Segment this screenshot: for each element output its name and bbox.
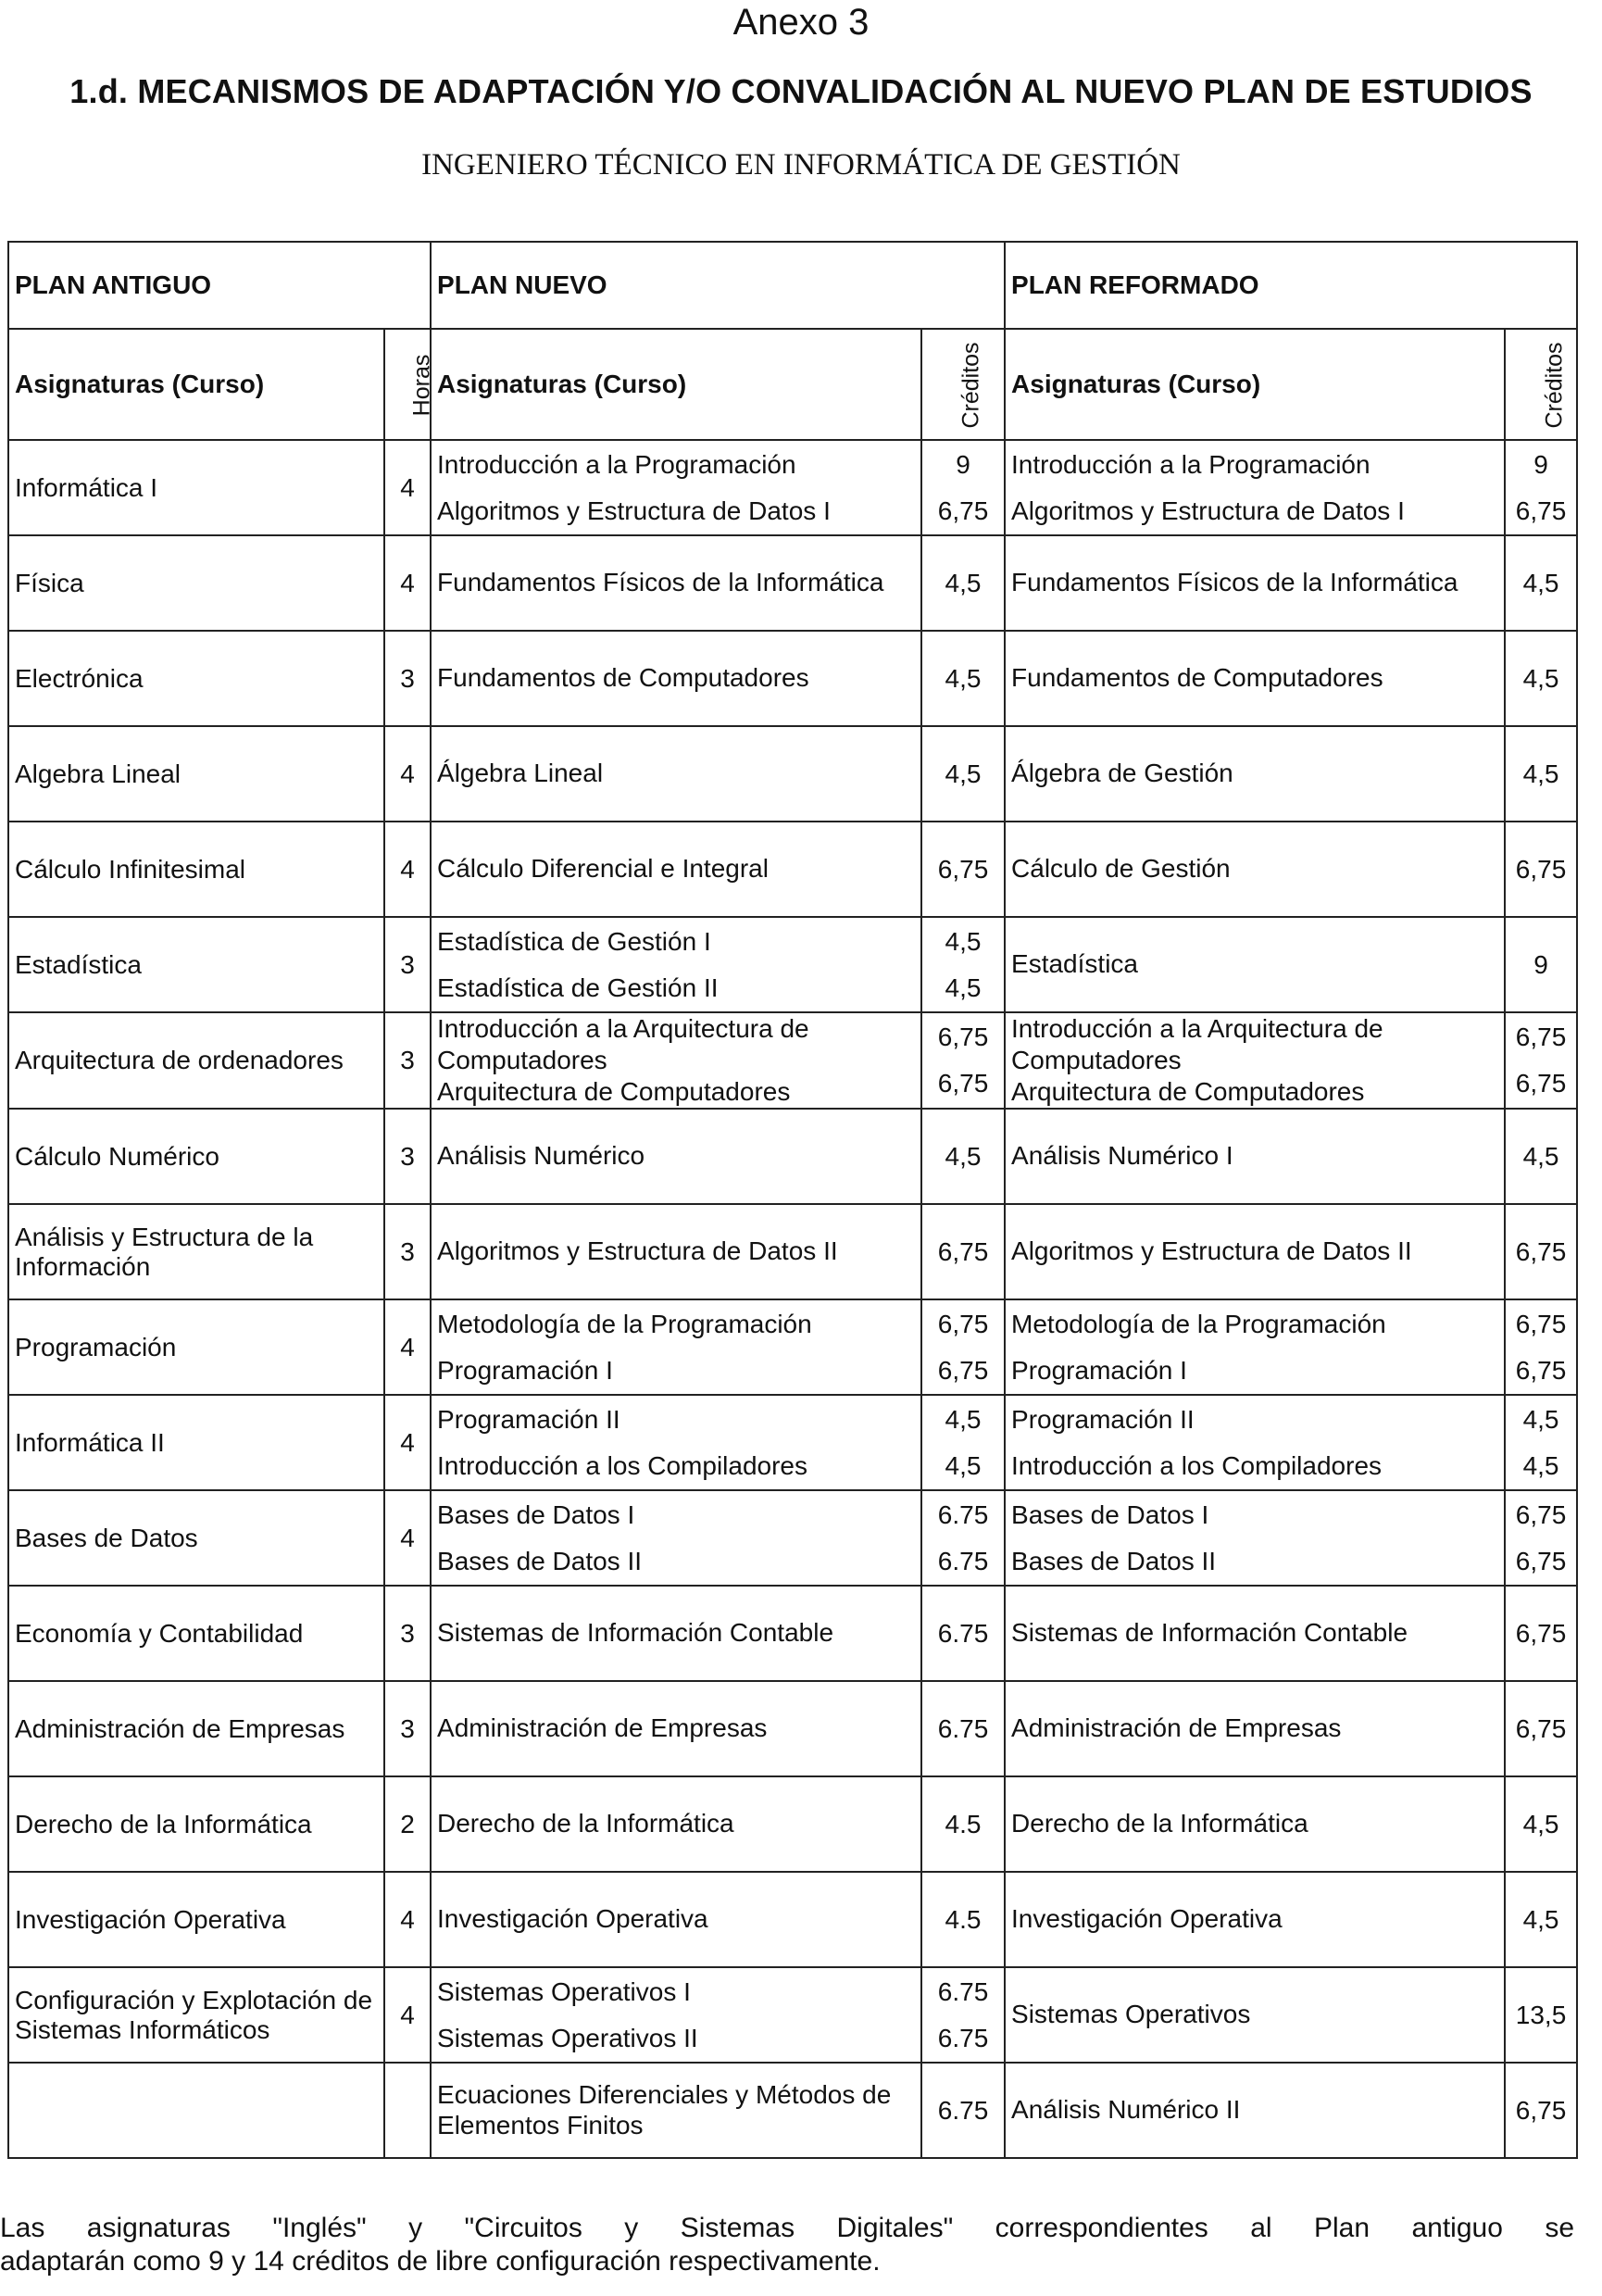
credit-value: 4,5 — [1522, 568, 1559, 597]
credit-value: 4,5 — [945, 663, 982, 693]
ref-subject-cell — [1005, 1586, 1505, 1681]
old-hours-cell: 3 — [384, 1204, 431, 1299]
ref-subject-cell — [1005, 917, 1505, 1012]
table-row — [8, 631, 1577, 726]
old-subject-cell: Derecho de la Informática — [8, 1776, 384, 1872]
ref-subject-cell — [1005, 631, 1505, 726]
ref-credits-cell — [1505, 1776, 1577, 1872]
ref-subject-line: Arquitectura de Computadores — [1011, 1077, 1365, 1106]
new-subject-line: Programación I — [437, 1355, 613, 1385]
credit-value: 6,75 — [1515, 1618, 1567, 1648]
new-subject-cell — [431, 631, 921, 726]
ref-subject-cell — [1005, 726, 1505, 822]
new-subject-cell — [431, 1395, 921, 1490]
new-subjects-header: Asignaturas (Curso) — [431, 329, 921, 440]
footnote-line-2: adaptarán como 9 y 14 créditos de libre configuración respectivamente. — [0, 2246, 881, 2277]
old-subjects-header: Asignaturas (Curso) — [8, 329, 384, 440]
new-credits-cell — [921, 1776, 1005, 1872]
credit-value: 9 — [956, 449, 970, 479]
old-subject-cell: Informática II — [8, 1395, 384, 1490]
new-subject-line: Ecuaciones Diferenciales y Métodos de Elementos Finitos — [437, 2080, 892, 2139]
new-subject-line: Fundamentos de Computadores — [437, 663, 809, 693]
credit-value: 4,5 — [1522, 663, 1559, 693]
table-row — [8, 1109, 1577, 1204]
table-row — [8, 1872, 1577, 1967]
credit-value: 6,75 — [937, 1355, 989, 1385]
new-credits-cell — [921, 1109, 1005, 1204]
new-subject-line: Algoritmos y Estructura de Datos I — [437, 496, 831, 525]
table-row — [8, 726, 1577, 822]
credit-value: 6,75 — [1515, 1023, 1567, 1051]
credit-value: 4,5 — [945, 972, 982, 1002]
credit-value: 4,5 — [945, 926, 982, 956]
degree-subtitle: INGENIERO TÉCNICO EN INFORMÁTICA DE GESTIÓN — [421, 148, 1181, 182]
ref-credits-cell — [1505, 2063, 1577, 2158]
old-hours-cell: 3 — [384, 1109, 431, 1204]
table-row — [8, 822, 1577, 917]
ref-subject-cell — [1005, 1204, 1505, 1299]
ref-subject-line: Estadística — [1011, 949, 1138, 979]
ref-subject-line: Análisis Numérico II — [1011, 2095, 1241, 2125]
old-hours-cell: 4 — [384, 726, 431, 822]
credit-value: 6,75 — [937, 496, 989, 525]
footnote — [0, 2212, 1574, 2278]
old-hours-cell: 3 — [384, 1012, 431, 1109]
new-credits-cell — [921, 822, 1005, 917]
table-row — [8, 440, 1577, 535]
table-row — [8, 1776, 1577, 1872]
credit-value: 6,75 — [937, 1309, 989, 1338]
credit-value: 4,5 — [1522, 1450, 1559, 1480]
ref-credits-cell — [1505, 1109, 1577, 1204]
ref-credits-cell — [1505, 631, 1577, 726]
new-credits-cell — [921, 1490, 1005, 1586]
ref-subject-cell — [1005, 1872, 1505, 1967]
ref-credits-cell — [1505, 440, 1577, 535]
credit-value: 6,75 — [1515, 1546, 1567, 1575]
ref-subject-line: Algoritmos y Estructura de Datos II — [1011, 1236, 1412, 1266]
ref-subject-line: Análisis Numérico I — [1011, 1141, 1233, 1171]
table-row — [8, 2063, 1577, 2158]
hours-label: Horas — [408, 354, 435, 417]
old-subject-cell: Bases de Datos — [8, 1490, 384, 1586]
footnote-line-1: Las asignaturas "Inglés" y "Circuitos y Sistemas Digitales" correspondientes al Plan antiguo se — [0, 2213, 1574, 2243]
new-credits-cell — [921, 631, 1005, 726]
old-subject-cell: Investigación Operativa — [8, 1872, 384, 1967]
old-hours-cell: 3 — [384, 1586, 431, 1681]
old-subject-cell: Arquitectura de ordenadores — [8, 1012, 384, 1109]
old-subject-cell: Configuración y Explotación de Sistemas Informáticos — [8, 1967, 384, 2063]
credit-value: 6.75 — [937, 1499, 989, 1529]
old-subject-cell: Cálculo Infinitesimal — [8, 822, 384, 917]
credit-value: 6,75 — [1515, 1355, 1567, 1385]
old-hours-cell: 3 — [384, 917, 431, 1012]
new-subject-cell — [431, 1776, 921, 1872]
credit-value: 6,75 — [937, 1023, 989, 1051]
table-row — [8, 1586, 1577, 1681]
ref-subject-line: Bases de Datos I — [1011, 1499, 1209, 1529]
new-credits-header — [921, 329, 1005, 440]
new-subject-line: Metodología de la Programación — [437, 1309, 812, 1338]
new-subject-line: Algoritmos y Estructura de Datos II — [437, 1236, 838, 1266]
credit-value: 4,5 — [1522, 1141, 1559, 1171]
ref-subject-cell — [1005, 1395, 1505, 1490]
ref-subject-line: Cálculo de Gestión — [1011, 854, 1231, 884]
ref-subject-cell — [1005, 1012, 1505, 1109]
new-subject-cell — [431, 1299, 921, 1395]
old-subject-cell — [8, 2063, 384, 2158]
ref-credits-cell — [1505, 726, 1577, 822]
ref-subject-line: Computadores — [1011, 1046, 1182, 1074]
old-hours-cell: 4 — [384, 1299, 431, 1395]
new-credits-cell — [921, 1012, 1005, 1109]
new-subject-cell — [431, 1109, 921, 1204]
old-hours-header — [384, 329, 435, 440]
credit-value: 6.75 — [937, 2023, 989, 2052]
credit-value: 4,5 — [945, 1404, 982, 1434]
ref-subject-cell — [1005, 1681, 1505, 1776]
old-hours-cell: 4 — [384, 1395, 431, 1490]
plan-new-header: PLAN NUEVO — [431, 242, 1005, 329]
old-subject-cell: Informática I — [8, 440, 384, 535]
new-subject-line: Investigación Operativa — [437, 1904, 708, 1934]
new-subject-line: Introducción a la Programación — [437, 449, 796, 479]
old-hours-cell: 4 — [384, 1967, 431, 2063]
new-credits-cell — [921, 440, 1005, 535]
old-hours-cell: 3 — [384, 1681, 431, 1776]
ref-credits-cell — [1505, 822, 1577, 917]
ref-subject-line: Programación I — [1011, 1355, 1187, 1385]
ref-subject-line: Derecho de la Informática — [1011, 1809, 1308, 1838]
new-credits-cell — [921, 1872, 1005, 1967]
old-hours-cell: 3 — [384, 631, 431, 726]
ref-subject-line: Programación II — [1011, 1404, 1195, 1434]
new-subject-line: Introducción a la Arquitectura de — [437, 1014, 809, 1043]
credit-value: 6,75 — [1515, 1499, 1567, 1529]
section-title: 1.d. MECANISMOS DE ADAPTACIÓN Y/O CONVALIDACIÓN AL NUEVO PLAN DE ESTUDIOS — [69, 72, 1533, 110]
old-subject-cell: Economía y Contabilidad — [8, 1586, 384, 1681]
old-subject-cell: Análisis y Estructura de la Información — [8, 1204, 384, 1299]
credit-value: 4,5 — [945, 1141, 982, 1171]
table-row — [8, 917, 1577, 1012]
old-subject-cell: Administración de Empresas — [8, 1681, 384, 1776]
ref-subject-cell — [1005, 2063, 1505, 2158]
new-credits-cell — [921, 1395, 1005, 1490]
new-credits-cell — [921, 1967, 1005, 2063]
credit-value: 9 — [1533, 949, 1548, 979]
ref-subject-line: Administración de Empresas — [1011, 1713, 1342, 1743]
old-subject-cell: Programación — [8, 1299, 384, 1395]
ref-credits-cell — [1505, 1299, 1577, 1395]
ref-subject-line: Álgebra de Gestión — [1011, 759, 1233, 788]
table-row — [8, 1204, 1577, 1299]
old-subject-cell: Física — [8, 535, 384, 631]
old-subject-cell: Algebra Lineal — [8, 726, 384, 822]
new-subject-cell — [431, 1681, 921, 1776]
ref-credits-cell — [1505, 1967, 1577, 2063]
new-subject-line: Introducción a los Compiladores — [437, 1450, 807, 1480]
credit-value: 4,5 — [945, 1450, 982, 1480]
ref-subject-line: Investigación Operativa — [1011, 1904, 1283, 1934]
new-subject-line: Computadores — [437, 1046, 607, 1074]
new-subject-line: Sistemas de Información Contable — [437, 1618, 834, 1648]
ref-credits-cell — [1505, 1204, 1577, 1299]
ref-subject-cell — [1005, 1776, 1505, 1872]
new-subject-cell — [431, 1586, 921, 1681]
old-subject-cell: Electrónica — [8, 631, 384, 726]
new-subject-cell — [431, 1967, 921, 2063]
credit-value: 4,5 — [1522, 759, 1559, 788]
new-subject-cell — [431, 1872, 921, 1967]
ref-credits-cell — [1505, 1872, 1577, 1967]
credit-value: 6,75 — [1515, 1069, 1567, 1098]
new-subject-line: Álgebra Lineal — [437, 759, 604, 788]
table-row — [8, 1490, 1577, 1586]
old-hours-cell: 4 — [384, 535, 431, 631]
table-row — [8, 1395, 1577, 1490]
new-subject-line: Análisis Numérico — [437, 1141, 645, 1171]
credit-value: 6,75 — [937, 1236, 989, 1266]
new-credits-cell — [921, 1681, 1005, 1776]
ref-subject-line: Introducción a la Arquitectura de — [1011, 1014, 1383, 1043]
ref-subject-line: Sistemas Operativos — [1011, 2000, 1251, 2029]
new-subject-line: Estadística de Gestión II — [437, 972, 719, 1002]
new-subject-line: Bases de Datos I — [437, 1499, 635, 1529]
adaptation-table — [7, 241, 1578, 2159]
credit-value: 6,75 — [937, 1069, 989, 1098]
annex-heading: Anexo 3 — [732, 2, 870, 43]
new-subject-line: Sistemas Operativos I — [437, 1976, 691, 2006]
credit-value: 13,5 — [1515, 2000, 1567, 2029]
new-credits-cell — [921, 726, 1005, 822]
ref-subject-cell — [1005, 1109, 1505, 1204]
credit-value: 6.75 — [937, 2095, 989, 2125]
new-credits-cell — [921, 1204, 1005, 1299]
credit-value: 6.75 — [937, 1976, 989, 2006]
credit-value: 6,75 — [1515, 1713, 1567, 1743]
credit-value: 6,75 — [1515, 496, 1567, 525]
credit-value: 6,75 — [1515, 1236, 1567, 1266]
new-credits-cell — [921, 1586, 1005, 1681]
plan-reformed-header: PLAN REFORMADO — [1005, 242, 1577, 329]
ref-credits-cell — [1505, 1586, 1577, 1681]
plan-header-row — [8, 242, 1577, 329]
new-subject-cell — [431, 2063, 921, 2158]
new-subject-line: Derecho de la Informática — [437, 1809, 734, 1838]
new-credits-cell — [921, 1299, 1005, 1395]
credit-value: 4,5 — [945, 759, 982, 788]
table-row — [8, 1299, 1577, 1395]
credits-label: Créditos — [1541, 342, 1568, 429]
credit-value: 9 — [1533, 449, 1548, 479]
ref-subject-cell — [1005, 1299, 1505, 1395]
new-subject-cell — [431, 1204, 921, 1299]
ref-credits-header — [1505, 329, 1577, 440]
new-subject-cell — [431, 1490, 921, 1586]
new-subject-line: Fundamentos Físicos de la Informática — [437, 568, 884, 597]
table-row — [8, 535, 1577, 631]
column-header-row — [8, 329, 1577, 440]
ref-credits-cell — [1505, 535, 1577, 631]
new-subject-cell — [431, 535, 921, 631]
new-credits-cell — [921, 917, 1005, 1012]
old-hours-cell: 4 — [384, 440, 431, 535]
old-hours-cell: 4 — [384, 1872, 431, 1967]
new-credits-cell — [921, 2063, 1005, 2158]
credit-value: 6,75 — [937, 854, 989, 884]
new-subject-cell — [431, 917, 921, 1012]
new-subject-line: Sistemas Operativos II — [437, 2023, 698, 2052]
ref-credits-cell — [1505, 1681, 1577, 1776]
ref-credits-cell — [1505, 1490, 1577, 1586]
credit-value: 4,5 — [1522, 1404, 1559, 1434]
credit-value: 6,75 — [1515, 2095, 1567, 2125]
old-hours-cell: 4 — [384, 822, 431, 917]
credit-value: 6.75 — [937, 1618, 989, 1648]
ref-subject-cell — [1005, 1490, 1505, 1586]
ref-subject-cell — [1005, 822, 1505, 917]
ref-subject-line: Fundamentos Físicos de la Informática — [1011, 568, 1458, 597]
ref-subject-line: Introducción a la Programación — [1011, 449, 1370, 479]
new-subject-line: Bases de Datos II — [437, 1546, 643, 1575]
ref-subject-cell — [1005, 1967, 1505, 2063]
old-hours-cell: 2 — [384, 1776, 431, 1872]
credit-value: 4,5 — [1522, 1904, 1559, 1934]
ref-subject-line: Bases de Datos II — [1011, 1546, 1217, 1575]
old-hours-cell — [384, 2063, 431, 2158]
table-row — [8, 1681, 1577, 1776]
old-subject-cell: Cálculo Numérico — [8, 1109, 384, 1204]
new-subject-line: Cálculo Diferencial e Integral — [437, 854, 769, 884]
new-subject-line: Programación II — [437, 1404, 620, 1434]
old-hours-cell: 4 — [384, 1490, 431, 1586]
new-credits-cell — [921, 535, 1005, 631]
credit-value: 6.75 — [937, 1713, 989, 1743]
ref-subject-line: Fundamentos de Computadores — [1011, 663, 1383, 693]
new-subject-line: Estadística de Gestión I — [437, 926, 711, 956]
credit-value: 4,5 — [1522, 1809, 1559, 1838]
credit-value: 6,75 — [1515, 854, 1567, 884]
ref-credits-cell — [1505, 1012, 1577, 1109]
credit-value: 4.5 — [945, 1809, 982, 1838]
credit-value: 4,5 — [945, 568, 982, 597]
table-row — [8, 1967, 1577, 2063]
ref-credits-cell — [1505, 1395, 1577, 1490]
plan-old-header: PLAN ANTIGUO — [8, 242, 431, 329]
new-subject-cell — [431, 822, 921, 917]
ref-subjects-header: Asignaturas (Curso) — [1005, 329, 1505, 440]
new-subject-cell — [431, 726, 921, 822]
old-subject-cell: Estadística — [8, 917, 384, 1012]
credit-value: 6,75 — [1515, 1309, 1567, 1338]
new-subject-line: Arquitectura de Computadores — [437, 1077, 791, 1106]
ref-credits-cell — [1505, 917, 1577, 1012]
credit-value: 4.5 — [945, 1904, 982, 1934]
ref-subject-line: Algoritmos y Estructura de Datos I — [1011, 496, 1405, 525]
ref-subject-line: Sistemas de Información Contable — [1011, 1618, 1408, 1648]
ref-subject-line: Introducción a los Compiladores — [1011, 1450, 1383, 1480]
ref-subject-cell — [1005, 440, 1505, 535]
new-subject-cell — [431, 440, 921, 535]
new-subject-line: Administración de Empresas — [437, 1713, 768, 1743]
ref-subject-line: Metodología de la Programación — [1011, 1309, 1386, 1338]
table-row — [8, 1012, 1577, 1109]
ref-subject-cell — [1005, 535, 1505, 631]
credit-value: 6.75 — [937, 1546, 989, 1575]
credits-label: Créditos — [957, 342, 984, 429]
new-subject-cell — [431, 1012, 921, 1109]
